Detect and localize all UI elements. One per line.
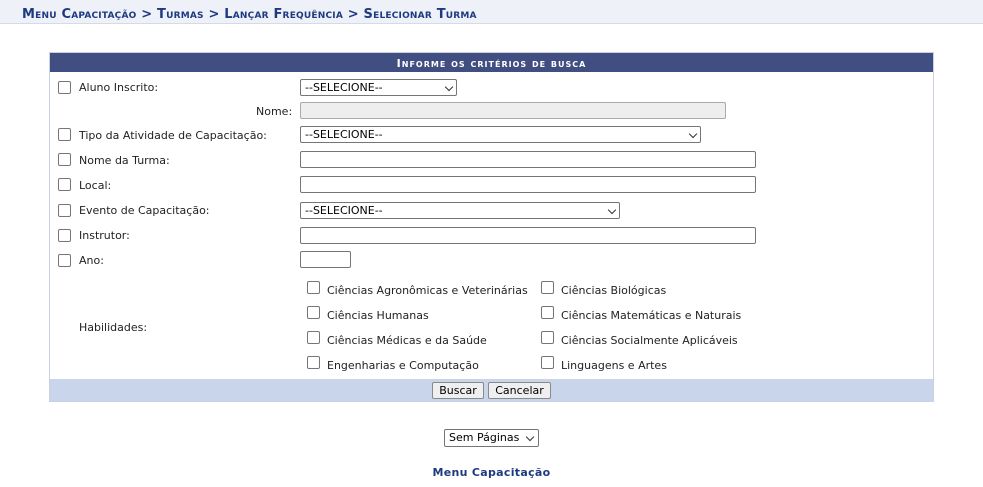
chevron-down-icon xyxy=(608,206,616,214)
nome-input[interactable] xyxy=(300,102,726,119)
pagination-select[interactable] xyxy=(444,429,539,447)
nome-turma-checkbox[interactable] xyxy=(58,153,71,166)
local-checkbox[interactable] xyxy=(58,178,71,191)
tipo-atividade-select[interactable] xyxy=(300,126,701,143)
tipo-atividade-checkbox[interactable] xyxy=(58,128,71,141)
chevron-down-icon xyxy=(445,83,453,91)
evento-checkbox[interactable] xyxy=(58,204,71,217)
aluno-inscrito-select[interactable] xyxy=(300,79,457,96)
tipo-atividade-select-value: --SELECIONE-- xyxy=(305,128,383,141)
habilidade-label: Engenharias e Computação xyxy=(327,359,479,372)
form-caption: Informe os critérios de busca xyxy=(50,53,933,72)
habilidade-label: Ciências Médicas e da Saúde xyxy=(327,334,487,347)
nome-label: Nome: xyxy=(256,105,293,118)
habilidade-label: Ciências Biológicas xyxy=(561,284,667,297)
search-form xyxy=(49,52,934,402)
pagination-select-value: Sem Páginas xyxy=(449,431,520,444)
breadcrumb-bar xyxy=(0,0,983,24)
chevron-down-icon xyxy=(526,433,534,441)
habilidade-label: Ciências Agronômicas e Veterinárias xyxy=(327,284,528,297)
habilidade-checkbox[interactable] xyxy=(541,306,554,319)
aluno-inscrito-label: Aluno Inscrito: xyxy=(79,81,159,94)
ano-input[interactable] xyxy=(300,251,351,268)
ano-label: Ano: xyxy=(79,254,104,267)
instrutor-label: Instrutor: xyxy=(79,229,130,242)
form-footer xyxy=(50,379,933,401)
local-label: Local: xyxy=(79,179,112,192)
evento-select-value: --SELECIONE-- xyxy=(305,204,383,217)
cancel-button[interactable]: Cancelar xyxy=(488,382,551,399)
habilidade-label: Ciências Humanas xyxy=(327,309,429,322)
habilidade-checkbox[interactable] xyxy=(541,281,554,294)
habilidade-checkbox[interactable] xyxy=(307,331,320,344)
instrutor-checkbox[interactable] xyxy=(58,229,71,242)
ano-checkbox[interactable] xyxy=(58,254,71,267)
habilidades-label: Habilidades: xyxy=(79,321,148,334)
habilidade-label: Linguagens e Artes xyxy=(561,359,667,372)
habilidade-label: Ciências Matemáticas e Naturais xyxy=(561,309,742,322)
menu-capacitacao-link[interactable]: Menu Capacitação xyxy=(432,466,551,479)
aluno-inscrito-checkbox[interactable] xyxy=(58,81,71,94)
aluno-inscrito-select-value: --SELECIONE-- xyxy=(305,81,383,94)
tipo-atividade-label: Tipo da Atividade de Capacitação: xyxy=(79,129,267,142)
breadcrumb: Menu Capacitação > Turmas > Lançar Frequência > Selecionar Turma xyxy=(22,7,477,22)
nome-turma-input[interactable] xyxy=(300,151,756,168)
habilidade-label: Ciências Socialmente Aplicáveis xyxy=(561,334,738,347)
evento-label: Evento de Capacitação: xyxy=(79,204,210,217)
instrutor-input[interactable] xyxy=(300,227,756,244)
nome-turma-label: Nome da Turma: xyxy=(79,154,170,167)
search-button[interactable]: Buscar xyxy=(432,382,484,399)
habilidade-checkbox[interactable] xyxy=(541,356,554,369)
habilidade-checkbox[interactable] xyxy=(307,356,320,369)
habilidade-checkbox[interactable] xyxy=(307,306,320,319)
evento-select[interactable] xyxy=(300,202,620,219)
habilidade-checkbox[interactable] xyxy=(541,331,554,344)
habilidade-checkbox[interactable] xyxy=(307,281,320,294)
local-input[interactable] xyxy=(300,176,756,193)
chevron-down-icon xyxy=(689,130,697,138)
